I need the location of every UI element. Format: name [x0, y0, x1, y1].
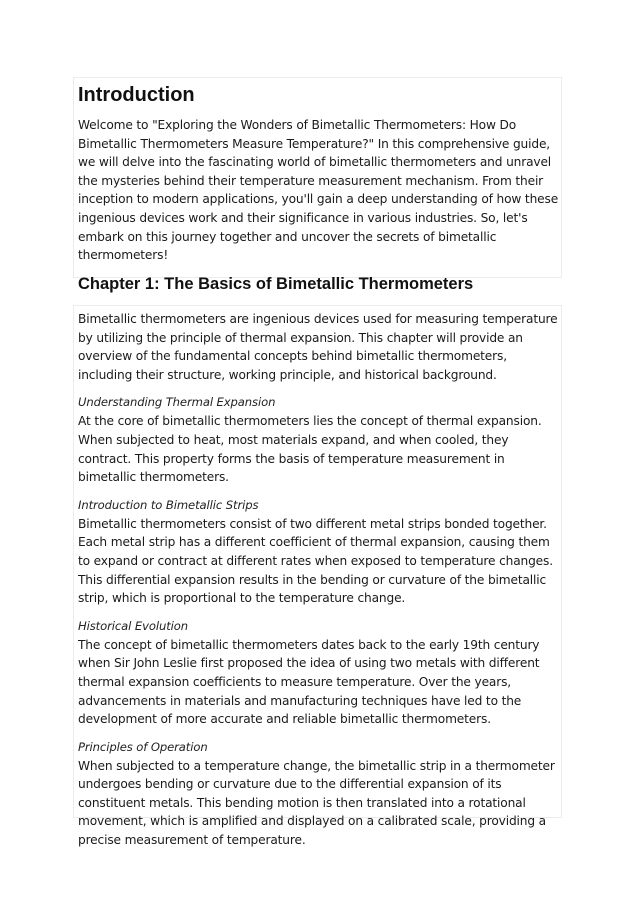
- subheading-historical-evolution: Historical Evolution: [78, 618, 189, 633]
- introduction-heading: Introduction: [78, 84, 195, 106]
- introduction-paragraph: Welcome to "Exploring the Wonders of Bimetallic Thermometers: How Do Bimetallic Thermometers Measure Temperature?" In this comprehensive guide, we will delve into the fascinating world of bimetallic thermometers and unravel the mysteries behind their temperature measurement mechanism. From their inception to modern applications, you'll gain a deep understanding of how these ingenious devices work and their significance in various industries. So, let's embark on this journey together and uncover the secrets of bimetallic thermometers!: [78, 118, 559, 263]
- introduction-section: [73, 77, 562, 293]
- chapter-1-heading: Chapter 1: The Basics of Bimetallic Thermometers: [78, 274, 474, 293]
- paragraph-thermal-expansion: At the core of bimetallic thermometers lies the concept of thermal expansion. When subjected to heat, most materials expand, and when cooled, they contract. This property forms the basis of temperature measurement in bimetallic thermometers.: [78, 414, 542, 485]
- subheading-bimetallic-strips: Introduction to Bimetallic Strips: [78, 497, 259, 512]
- subheading-thermal-expansion: Understanding Thermal Expansion: [78, 395, 276, 410]
- paragraph-principles-of-operation: When subjected to a temperature change, the bimetallic strip in a thermometer undergoes bending or curvature due to the differential expansion of its constituent metals. This bending motion is then translated into a rotational movement, which is amplified and displayed on a calibrated scale, providing a precise measurement of temperature.: [78, 758, 555, 848]
- paragraph-bimetallic-strips: Bimetallic thermometers consist of two different metal strips bonded together. Each metal strip has a different coefficient of thermal expansion, causing them to expand or contract at different rates when exposed to temperature changes. This differential expansion results in the bending or curvature of the bimetallic strip, which is proportional to the temperature change.: [78, 516, 553, 606]
- chapter-1-intro-paragraph: Bimetallic thermometers are ingenious devices used for measuring temperature by utilizing the principle of thermal expansion. This chapter will provide an overview of the fundamental concepts behind bimetallic thermometers, including their structure, working principle, and historical background.: [78, 312, 558, 382]
- subheading-principles-of-operation: Principles of Operation: [78, 739, 208, 754]
- chapter-1-section: [73, 305, 562, 848]
- paragraph-historical-evolution: The concept of bimetallic thermometers dates back to the early 19th century when Sir John Leslie first proposed the idea of using two metals with different thermal expansion coefficients to measure temperature. Over the years, advancements in materials and manufacturing techniques have led to the development of more accurate and reliable bimetallic thermometers.: [78, 637, 540, 727]
